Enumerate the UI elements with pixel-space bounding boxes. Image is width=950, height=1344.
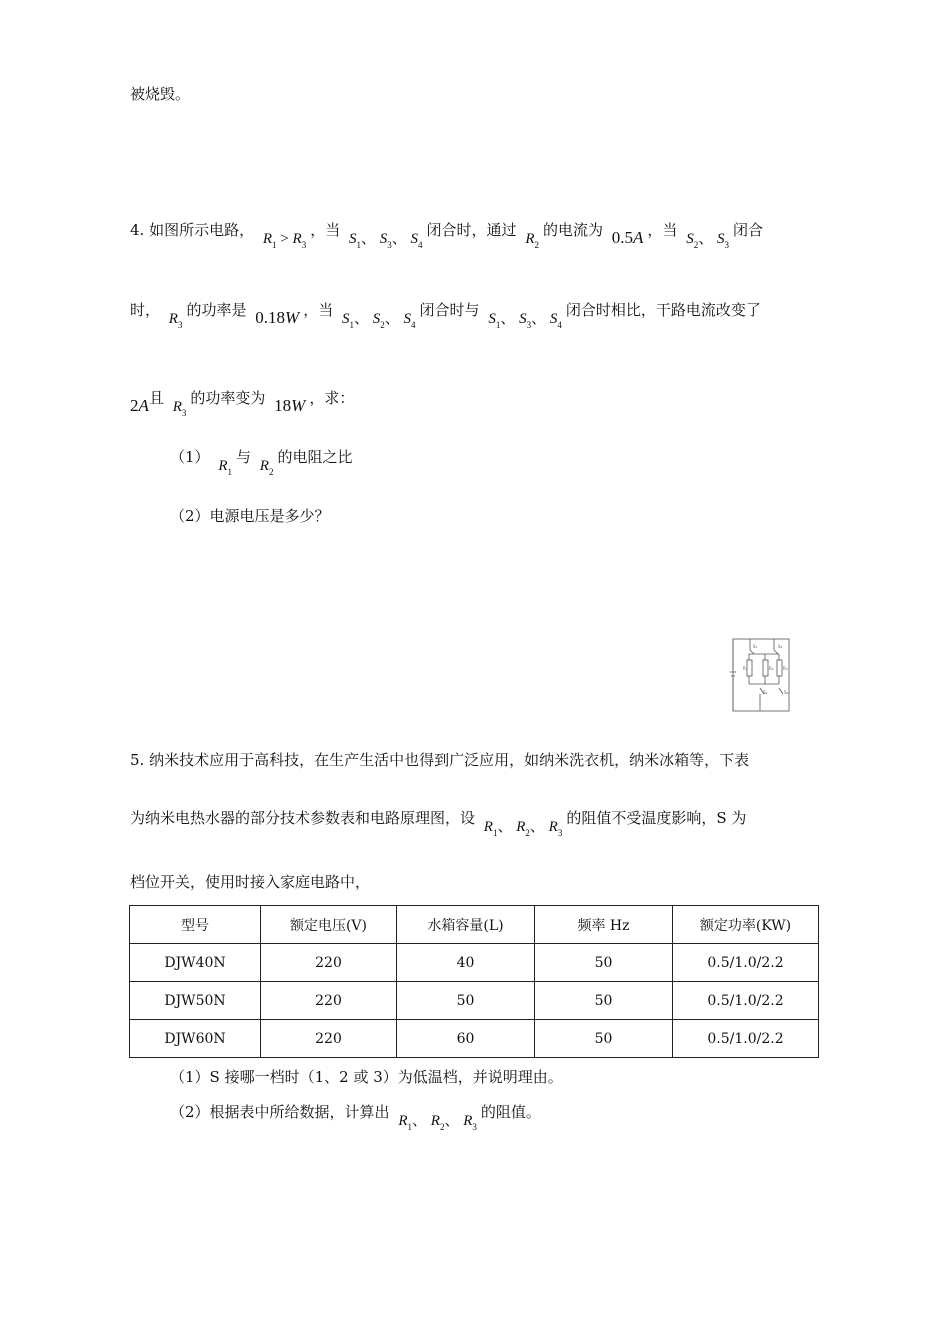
table-cell: 50 (535, 982, 673, 1020)
q5-line2: 为纳米电热水器的部分技术参数表和电路原理图，设 $R_1$、 $R_2$、 $R_3$的阻值不受温度影响，S 为 (130, 809, 747, 838)
table-cell: 220 (261, 982, 397, 1020)
switch-group-s2s3: $S_2$、 $S_3$ (686, 231, 729, 250)
q4-line2: 时， $R_3$的功率是 0.18W ，当 $S_1$、 $S_2$、 $S_4$闭合时与 $S_1$、 $S_3$、 $S_4$闭合时相比，干路电流改变了 (130, 301, 761, 330)
table-header: 频率 Hz (535, 906, 673, 944)
svg-text:R2: R2 (769, 666, 774, 671)
q5-sub1: （1）S 接哪一档时（1、2 或 3）为低温档，并说明理由。 (170, 1068, 563, 1086)
q5-sub2: （2）根据表中所给数据，计算出 $R_1$、 $R_2$、 $R_3$的阻值。 (170, 1103, 541, 1132)
q5-line3: 档位开关，使用时接入家庭电路中， (130, 873, 371, 891)
resistor-r2: $R_2$ (525, 231, 539, 250)
q4-sub2: （2）电源电压是多少？ (170, 507, 330, 525)
table-cell: 0.5/1.0/2.2 (673, 944, 819, 982)
table-cell: 50 (535, 944, 673, 982)
svg-text:R3: R3 (783, 666, 788, 671)
resistor-r1: $R_1$ (218, 458, 232, 477)
table-header: 额定电压(V) (261, 906, 397, 944)
value-power: 0.18W (255, 308, 300, 327)
table-cell: DJW50N (130, 982, 261, 1020)
resistor-r3-b: $R_3$ (172, 399, 187, 418)
svg-text:S2: S2 (763, 690, 768, 695)
table-cell: 60 (397, 1020, 535, 1058)
value-current: 0.5A (611, 228, 644, 247)
circuit-diagram (730, 636, 792, 714)
table-cell: DJW40N (130, 944, 261, 982)
table-cell: 220 (261, 1020, 397, 1058)
table-cell: 0.5/1.0/2.2 (673, 1020, 819, 1058)
resistor-r3: $R_3$ (168, 311, 183, 330)
switch-group-s1s3s4-b: $S_1$、 $S_3$、 $S_4$ (488, 311, 562, 330)
svg-text:S1: S1 (753, 644, 758, 649)
table-row (130, 982, 819, 1020)
table-header-row (130, 906, 819, 944)
table-cell: 50 (535, 1020, 673, 1058)
q4-sub1: （1） $R_1$与 $R_2$的电阻之比 (170, 448, 353, 477)
table-header: 水箱容量(L) (397, 906, 535, 944)
table-row (130, 944, 819, 982)
spec-table (129, 905, 819, 1058)
switch-group-s1s3s4: $S_1$、 $S_3$、 $S_4$ (348, 231, 423, 250)
resistor-group-r1r2r3: $R_1$、 $R_2$、 $R_3$ (483, 819, 563, 838)
value-delta-current: 2A (130, 396, 149, 415)
table-header: 额定功率(KW) (673, 906, 819, 944)
value-power2: 18W (274, 396, 306, 415)
table-cell: 40 (397, 944, 535, 982)
formula-r1-gt-r3: $R_1 > R_3$ (262, 231, 307, 250)
continued-text: 被烧毁。 (130, 85, 191, 103)
table-cell: 50 (397, 982, 535, 1020)
resistor-group-r1r2r3-b: $R_1$、 $R_2$、 $R_3$ (398, 1113, 477, 1132)
q4-line3: 2A且 $R_3$的功率变为 18W ，求： (130, 389, 355, 418)
svg-text:S3: S3 (778, 644, 783, 649)
table-header: 型号 (130, 906, 261, 944)
table-cell: DJW60N (130, 1020, 261, 1058)
svg-text:S4: S4 (784, 690, 789, 695)
table-cell: 220 (261, 944, 397, 982)
table-cell: 0.5/1.0/2.2 (673, 982, 819, 1020)
table-row (130, 1020, 819, 1058)
q4-intro: 4. 如图所示电路， (130, 221, 255, 239)
svg-text:R1: R1 (743, 666, 748, 671)
resistor-r2-b: $R_2$ (259, 458, 274, 477)
q4-line1: 4. 如图所示电路， $R_1 > R_3$，当 $S_1$、 $S_3$、 $S_4$闭合时，通过 $R_2$的电流为 0.5A ，当 $S_2$、 $S_3$闭合 (130, 221, 763, 250)
switch-group-s1s2s4: $S_1$、 $S_2$、 $S_4$ (341, 311, 416, 330)
q5-line1: 5. 纳米技术应用于高科技，在生产生活中也得到广泛应用，如纳米洗衣机，纳米冰箱等，下表 (130, 751, 750, 769)
